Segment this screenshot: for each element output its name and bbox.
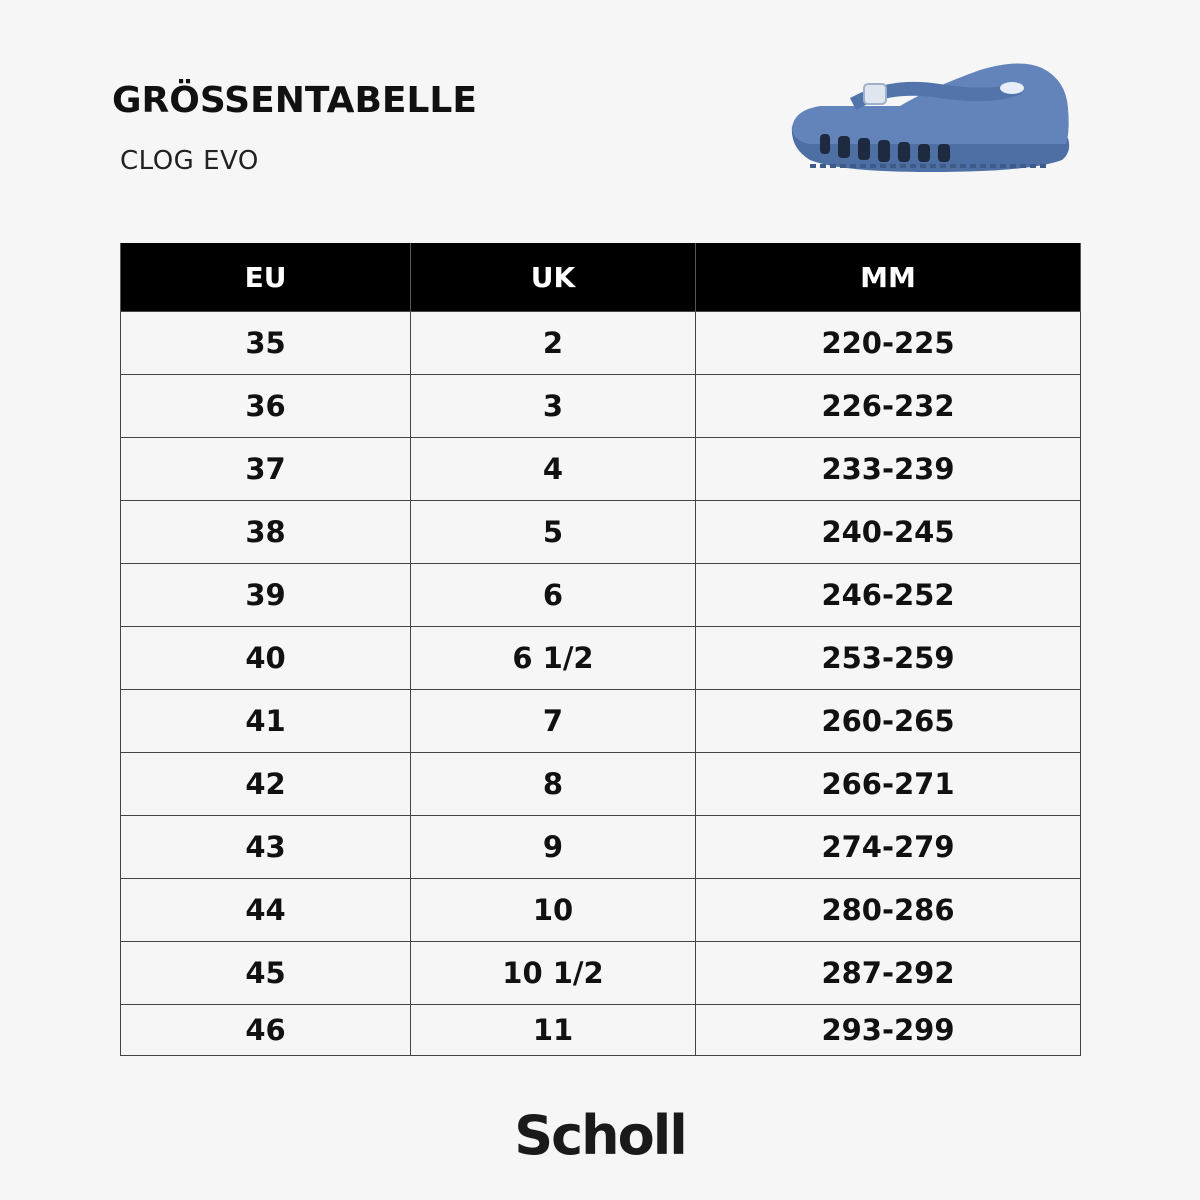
cell-mm: 226-232: [696, 375, 1081, 438]
table-row: [121, 375, 1081, 438]
table-row: [121, 816, 1081, 879]
column-header-uk: UK: [411, 243, 696, 312]
cell-uk: 2: [411, 312, 696, 375]
table-row: [121, 501, 1081, 564]
cell-eu: 46: [121, 1005, 411, 1056]
cell-eu: 43: [121, 816, 411, 879]
cell-mm: 253-259: [696, 627, 1081, 690]
column-header-eu: EU: [121, 243, 411, 312]
cell-uk: 6 1/2: [411, 627, 696, 690]
size-table: [120, 243, 1081, 1056]
product-name: CLOG EVO: [120, 146, 259, 176]
cell-mm: 233-239: [696, 438, 1081, 501]
cell-uk: 3: [411, 375, 696, 438]
cell-uk: 7: [411, 690, 696, 753]
cell-eu: 35: [121, 312, 411, 375]
cell-mm: 266-271: [696, 753, 1081, 816]
cell-eu: 40: [121, 627, 411, 690]
cell-mm: 220-225: [696, 312, 1081, 375]
cell-eu: 37: [121, 438, 411, 501]
cell-uk: 6: [411, 564, 696, 627]
cell-mm: 280-286: [696, 879, 1081, 942]
cell-eu: 44: [121, 879, 411, 942]
cell-uk: 10: [411, 879, 696, 942]
cell-mm: 274-279: [696, 816, 1081, 879]
table-row: [121, 1005, 1081, 1056]
table-row: [121, 627, 1081, 690]
cell-uk: 11: [411, 1005, 696, 1056]
table-row: [121, 312, 1081, 375]
table-row: [121, 942, 1081, 1005]
brand-logo: Scholl: [514, 1104, 686, 1167]
cell-uk: 9: [411, 816, 696, 879]
cell-eu: 45: [121, 942, 411, 1005]
table-row: [121, 438, 1081, 501]
cell-uk: 10 1/2: [411, 942, 696, 1005]
cell-uk: 8: [411, 753, 696, 816]
cell-eu: 36: [121, 375, 411, 438]
table-row: [121, 690, 1081, 753]
cell-mm: 293-299: [696, 1005, 1081, 1056]
cell-eu: 41: [121, 690, 411, 753]
table-row: [121, 753, 1081, 816]
blue-clog-shoe-icon: [780, 48, 1080, 188]
cell-uk: 5: [411, 501, 696, 564]
table-row: [121, 564, 1081, 627]
cell-mm: 246-252: [696, 564, 1081, 627]
cell-eu: 38: [121, 501, 411, 564]
cell-mm: 240-245: [696, 501, 1081, 564]
page-title: GRÖSSENTABELLE: [112, 80, 477, 121]
column-header-mm: MM: [696, 243, 1081, 312]
cell-mm: 260-265: [696, 690, 1081, 753]
cell-eu: 39: [121, 564, 411, 627]
cell-uk: 4: [411, 438, 696, 501]
cell-mm: 287-292: [696, 942, 1081, 1005]
cell-eu: 42: [121, 753, 411, 816]
table-row: [121, 879, 1081, 942]
table-header-row: [121, 243, 1081, 312]
